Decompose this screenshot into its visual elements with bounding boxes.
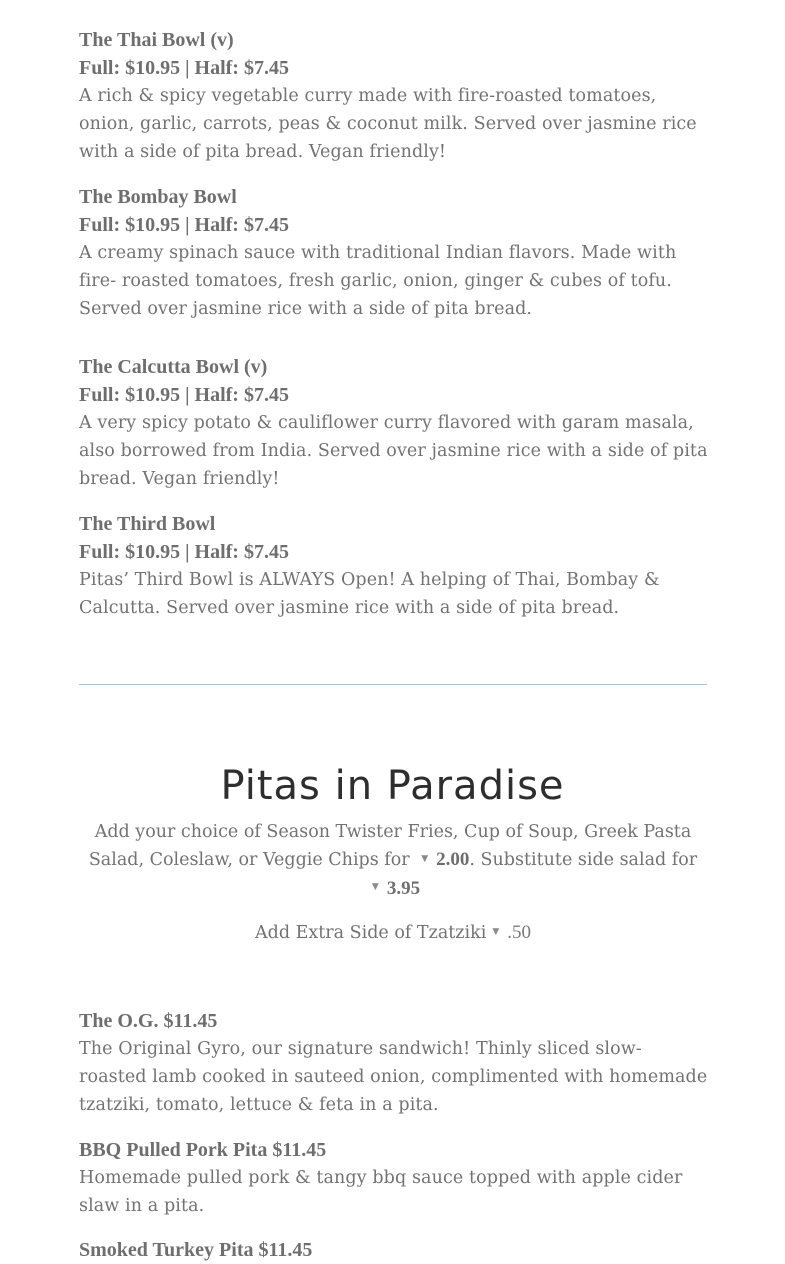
item-description: A creamy spinach sauce with traditional Indian flavors. Made with fire- roasted tomatoes, fresh garlic, onion, ginger & cubes of tofu. Served over jasmine rice with a side of pita bread. [79, 243, 677, 319]
item-title: BBQ Pulled Pork Pita $11.45 [79, 1139, 327, 1161]
menu-item-thai-bowl [79, 26, 709, 166]
tzatziki-note-text: Add Extra Side of Tzatziki [255, 923, 487, 943]
item-price: Full: $10.95 | Half: $7.45 [79, 214, 289, 236]
item-description: A rich & spicy vegetable curry made with fire-roasted tomatoes, onion, garlic, carrots, peas & coconut milk. Served over jasmine rice with a side of pita bread. Vegan friendly! [79, 86, 697, 162]
item-description: Pitas’ Third Bowl is ALWAYS Open! A helping of Thai, Bombay & Calcutta. Served over jasmine rice with a side of pita bread. [79, 570, 660, 618]
item-price: Full: $10.95 | Half: $7.45 [79, 541, 289, 563]
item-title: The O.G. $11.45 [79, 1010, 218, 1032]
item-price: Full: $10.95 | Half: $7.45 [79, 384, 289, 406]
menu-item-smoked-turkey [79, 1236, 709, 1264]
menu-item-bombay-bowl [79, 183, 709, 323]
triangle-down-icon: ▼ [371, 882, 379, 892]
item-description: The Original Gyro, our signature sandwich! Thinly sliced slow-roasted lamb cooked in sauteed onion, complimented with homemade tzatziki, tomato, lettuce & feta in a pita. [79, 1039, 708, 1115]
sides-note-text: Add your choice of Season Twister Fries, Cup of Soup, Greek Pasta Salad, Coleslaw, or Veggie Chips for [88, 822, 692, 870]
item-title: The Bombay Bowl [79, 186, 237, 208]
salad-price: 3.95 [386, 877, 421, 899]
item-title: The Thai Bowl (v) [79, 29, 234, 51]
menu-item-third-bowl [79, 510, 709, 622]
item-price: Full: $10.95 | Half: $7.45 [79, 57, 289, 79]
triangle-down-icon: ▼ [492, 926, 500, 937]
section-divider [79, 684, 707, 685]
menu-item-calcutta-bowl [79, 353, 709, 493]
item-description: A very spicy potato & cauliflower curry flavored with garam masala, also borrowed from India. Served over jasmine rice with a side of pita bread. Vegan friendly! [79, 413, 708, 489]
item-title: The Third Bowl [79, 513, 216, 535]
section-heading: Pitas in Paradise [220, 763, 565, 809]
tzatziki-note [79, 919, 707, 948]
item-title: Smoked Turkey Pita $11.45 [79, 1239, 313, 1261]
triangle-down-icon: ▼ [421, 853, 429, 864]
sides-note [79, 818, 707, 903]
menu-item-og [79, 1007, 709, 1119]
item-description: Homemade pulled pork & tangy bbq sauce topped with apple cider slaw in a pita. [79, 1168, 683, 1216]
tzatziki-price: .50 [507, 922, 531, 943]
sides-note-text-2: . Substitute side salad for [469, 850, 698, 870]
item-title: The Calcutta Bowl (v) [79, 356, 268, 378]
menu-item-bbq-pulled-pork [79, 1136, 709, 1220]
sides-price: 2.00 [436, 849, 470, 870]
